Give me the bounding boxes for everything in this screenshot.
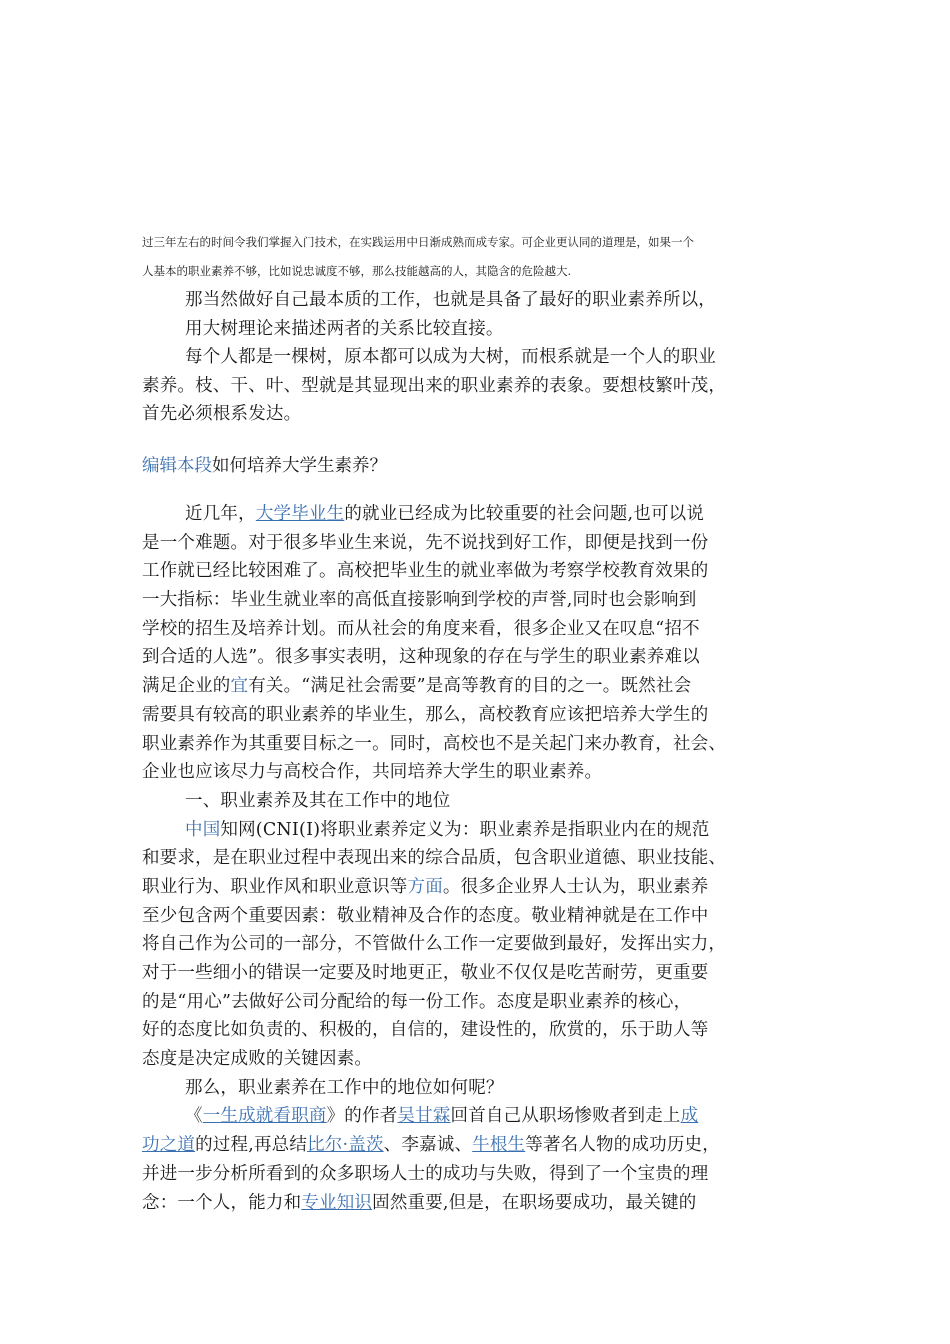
- text-line: 过三年左右的时间令我们掌握入门技术，在实践运用中日渐成熟而成专家。可企业更认同的道理是，如果一个: [142, 235, 694, 249]
- text-line: 《一生成就看职商》的作者吴甘霖回首自己从职场惨败者到走上成: [185, 1106, 699, 1127]
- section-heading: [142, 452, 387, 480]
- text-line: 中国知网(CNI(I)将职业素养定义为：职业素养是指职业内在的规范: [185, 819, 710, 840]
- text-line: 素养。枝、干、叶、型就是其显现出来的职业素养的表象。要想枝繁叶茂，: [142, 375, 727, 396]
- text-line: 到合适的人选”。很多事实表明，这种现象的存在与学生的职业素养难以: [142, 647, 700, 668]
- success-link[interactable]: 功之道: [142, 1135, 196, 1156]
- text-line: 满足企业的宜有关。“满足社会需要”是高等教育的目的之一。既然社会: [142, 676, 692, 697]
- subheading: 一、职业素养及其在工作中的地位: [185, 790, 451, 811]
- text-line: 企业也应该尽力与高校合作，共同培养大学生的职业素养。: [142, 762, 603, 783]
- intro-small-text: [142, 228, 782, 286]
- china-link[interactable]: 中国: [185, 819, 221, 840]
- text-line: 至少包含两个重要因素：敬业精神及合作的态度。敬业精神就是在工作中: [142, 905, 709, 926]
- text-line: 将自己作为公司的一部分，不管做什么工作一定要做到最好，发挥出实力，: [142, 934, 727, 955]
- text-line: 和要求，是在职业过程中表现出来的综合品质，包含职业道德、职业技能、: [142, 848, 727, 869]
- text-line: 那当然做好自己最本质的工作，也就是具备了最好的职业素养所以，: [185, 290, 716, 310]
- text-line: 功之道的过程,再总结比尔·盖茨、李嘉诚、牛根生等著名人物的成功历史，: [142, 1135, 720, 1156]
- text-line: 一大指标：毕业生就业率的高低直接影响到学校的声誉,同时也会影响到: [142, 590, 697, 611]
- text-line: 学校的招生及培养计划。而从社会的角度来看，很多企业又在叹息“招不: [142, 618, 700, 639]
- text-line: 并进一步分析所看到的众多职场人士的成功与失败，得到了一个宝贵的理: [142, 1163, 709, 1184]
- text-line: 首先必须根系发达。: [142, 404, 302, 425]
- text-line: 那么，职业素养在工作中的地位如何呢？: [185, 1077, 504, 1098]
- success-link[interactable]: 成: [680, 1106, 699, 1127]
- aspect-link[interactable]: 方面: [407, 876, 443, 897]
- text-line: 态度是决定成败的关键因素。: [142, 1049, 373, 1070]
- book-link[interactable]: 一生成就看职商: [202, 1106, 327, 1127]
- text-line: 念：一个人，能力和专业知识固然重要,但是，在职场要成功，最关键的: [142, 1192, 697, 1213]
- graduate-link[interactable]: 大学毕业生: [255, 504, 345, 524]
- inline-link[interactable]: 宜: [230, 676, 249, 697]
- niu-gensheng-link[interactable]: 牛根生: [472, 1135, 526, 1156]
- edit-section-link[interactable]: 编辑本段: [142, 456, 212, 476]
- text-line: 职业素养作为其重要目标之一。同时，高校也不是关起门来办教育，社会、: [142, 733, 727, 754]
- paragraph-2: [142, 343, 792, 429]
- paragraph-1: [142, 286, 792, 343]
- text-line: 对于一些细小的错误一定要及时地更正，敬业不仅仅是吃苦耐劳，更重要: [142, 963, 709, 983]
- text-line: 好的态度比如负责的、积极的，自信的，建设性的，欣赏的，乐于助人等: [142, 1020, 709, 1041]
- text-line: 近几年，大学毕业生的就业已经成为比较重要的社会问题,也可以说: [185, 504, 705, 524]
- text-line: 需要具有较高的职业素养的毕业生，那么，高校教育应该把培养大学生的: [142, 704, 709, 725]
- text-line: 工作就已经比较困难了。高校把毕业生的就业率做为考察学校教育效果的: [142, 561, 709, 582]
- text-line: 每个人都是一棵树，原本都可以成为大树，而根系就是一个人的职业: [185, 347, 716, 367]
- author-link[interactable]: 吴甘霖: [397, 1106, 451, 1127]
- text-line: 职业行为、职业作风和职业意识等方面。很多企业界人士认为，职业素养: [142, 876, 709, 897]
- section-title: 如何培养大学生素养？: [212, 456, 387, 476]
- text-line: 用大树理论来描述两者的关系比较直接。: [185, 318, 504, 339]
- text-line: 是一个难题。对于很多毕业生来说，先不说找到好工作，即便是找到一份: [142, 532, 709, 553]
- paragraph-3: [142, 500, 792, 1217]
- bill-gates-link[interactable]: 比尔·盖茨: [307, 1135, 384, 1156]
- professional-knowledge-link[interactable]: 专业知识: [301, 1192, 373, 1213]
- text-line: 的是“用心”去做好公司分配给的每一份工作。态度是职业素养的核心，: [142, 991, 692, 1012]
- text-line: 人基本的职业素养不够，比如说忠诚度不够，那么技能越高的人，其隐含的危险越大.: [142, 264, 572, 278]
